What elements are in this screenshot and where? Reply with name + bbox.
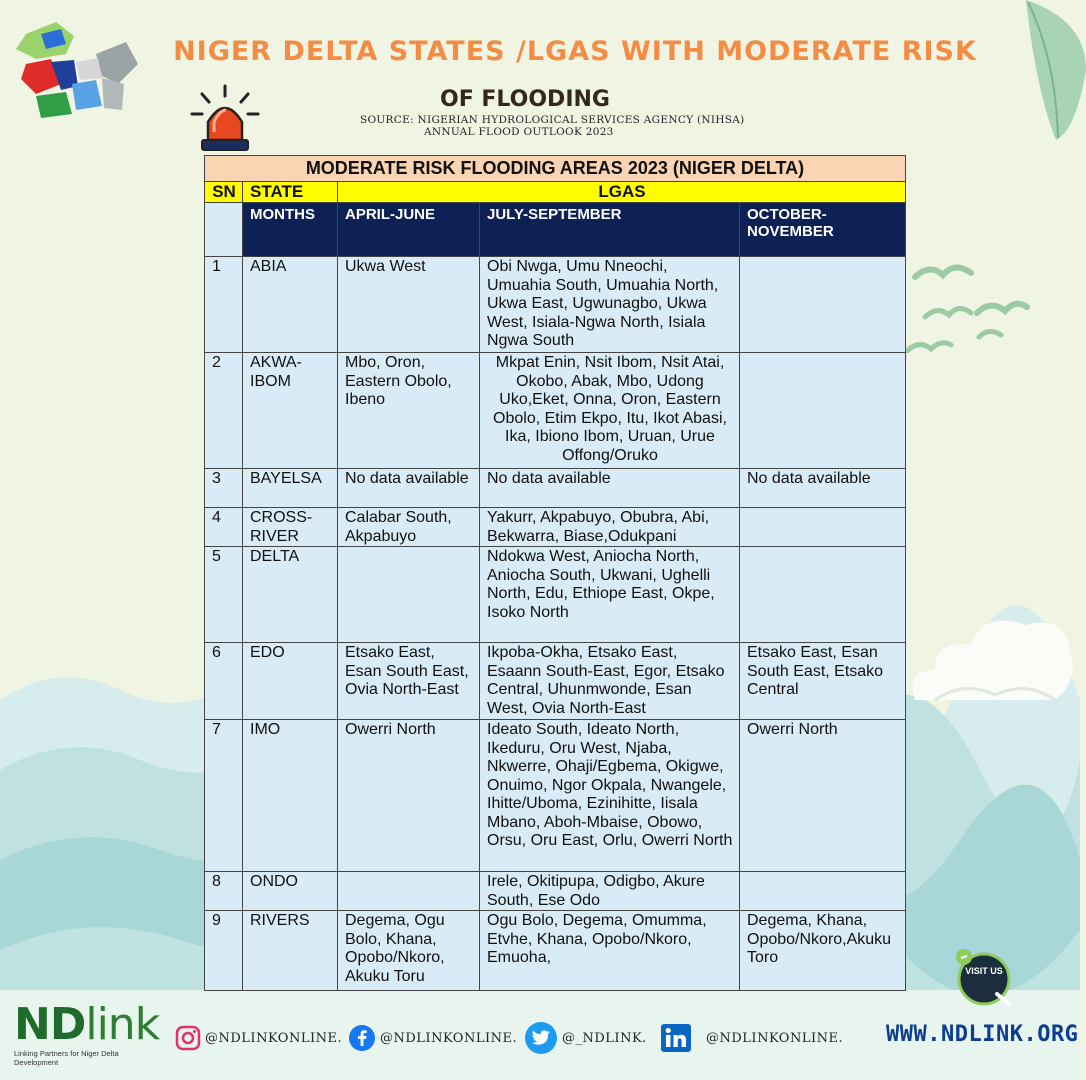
- row-state: ABIA: [250, 258, 287, 275]
- row-april-june: Calabar South, Akpabuyo: [345, 509, 452, 545]
- row-sn: 3: [212, 470, 221, 487]
- ndlink-logo[interactable]: NDlink Linking Partners for Niger Delta Development: [14, 999, 160, 1067]
- row-october-november: No data available: [747, 470, 871, 487]
- source-line2: ANNUAL FLOOD OUTLOOK 2023: [424, 126, 614, 138]
- row-sn: 1: [212, 258, 221, 275]
- row-state: AKWA-IBOM: [250, 354, 302, 390]
- row-state: ONDO: [250, 873, 298, 890]
- twitter-icon: [524, 1021, 558, 1055]
- row-july-september: Mkpat Enin, Nsit Ibom, Nsit Atai, Okobo, Abak, Mbo, Udong Uko,Eket, Onna, Oron, Eastern Obolo, Etim Ekpo, Itu, Ikot Abasi, Ika, Ibiono Ibom, Uruan, Urue Offong/Oruko: [493, 354, 727, 464]
- twitter-handle: @_NDLINK.: [562, 1030, 647, 1046]
- row-april-june: Owerri North: [345, 721, 436, 738]
- row-july-september: Ndokwa West, Aniocha North, Aniocha South, Ukwani, Ughelli North, Edu, Ethiope East, Okpe, Isoko North: [487, 548, 715, 621]
- row-sn: 2: [212, 354, 221, 371]
- linkedin-link[interactable]: [660, 1022, 843, 1054]
- table-row: [205, 353, 906, 469]
- row-sn: 8: [212, 873, 221, 890]
- leaf-decoration-icon: [996, 0, 1086, 140]
- row-sn: 6: [212, 644, 221, 661]
- row-july-september: No data available: [487, 470, 611, 487]
- visit-us-badge[interactable]: [955, 948, 1013, 1006]
- row-state: EDO: [250, 644, 285, 661]
- row-october-november: [740, 547, 905, 548]
- facebook-link[interactable]: [348, 1022, 517, 1054]
- row-state: CROSS-RIVER: [250, 509, 313, 545]
- siren-alarm-icon: [190, 84, 260, 156]
- row-july-september: Yakurr, Akpabuyo, Obubra, Abi, Bekwarra, Biase,Odukpani: [487, 509, 710, 545]
- row-state: DELTA: [250, 548, 300, 565]
- table-row: [205, 872, 906, 911]
- table-row: [205, 257, 906, 353]
- table-row: [205, 508, 906, 547]
- row-october-november: Etsako East, Esan South East, Etsako Central: [747, 644, 884, 698]
- row-october-november: [740, 257, 905, 258]
- header-sn: SN: [205, 182, 243, 203]
- flood-risk-table: [204, 155, 905, 985]
- row-april-june: No data available: [345, 470, 469, 487]
- row-july-september: Ikpoba-Okha, Etsako East, Esaann South-East, Egor, Etsako Central, Uhunmwonde, Esan West, Ovia North-East: [487, 644, 725, 717]
- row-october-november: Owerri North: [747, 721, 838, 738]
- website-link[interactable]: WWW.NDLINK.ORG: [886, 1022, 1079, 1047]
- page-title-line1: NIGER DELTA STATES /LGAS WITH MODERATE RISK: [173, 36, 977, 67]
- niger-delta-map-icon: [6, 14, 142, 126]
- header-lgas: LGAS: [338, 182, 906, 203]
- table-row: [205, 469, 906, 508]
- row-april-june: Mbo, Oron, Eastern Obolo, Ibeno: [345, 354, 452, 408]
- header-april-june: APRIL-JUNE: [338, 203, 480, 257]
- instagram-handle: @NDLINKONLINE.: [205, 1030, 343, 1046]
- row-sn: 4: [212, 509, 221, 526]
- table-row: [205, 547, 906, 643]
- row-april-june: Degema, Ogu Bolo, Khana, Opobo/Nkoro, Akuku Toru: [345, 912, 445, 985]
- row-april-june: [338, 547, 479, 548]
- instagram-link[interactable]: [175, 1022, 342, 1054]
- logo-tagline: Linking Partners for Niger Delta Development: [14, 1049, 119, 1067]
- row-april-june: [338, 872, 479, 873]
- birds-decoration-icon: [905, 255, 1035, 365]
- linkedin-handle: @NDLINKONLINE.: [706, 1030, 844, 1046]
- page-title-line2: OF FLOODING: [440, 87, 610, 112]
- facebook-handle: @NDLINKONLINE.: [380, 1030, 518, 1046]
- row-sn: 9: [212, 912, 221, 929]
- row-state: RIVERS: [250, 912, 310, 929]
- row-state: BAYELSA: [250, 470, 322, 487]
- table-row: [205, 911, 906, 991]
- instagram-icon: [175, 1025, 201, 1051]
- twitter-link[interactable]: [524, 1022, 647, 1054]
- header-state: STATE: [243, 182, 338, 203]
- row-july-september: Irele, Okitipupa, Odigbo, Akure South, Ese Odo: [487, 873, 705, 909]
- facebook-icon: [348, 1024, 376, 1052]
- visit-us-label[interactable]: VISIT US: [965, 966, 1003, 976]
- source-line1: SOURCE: NIGERIAN HYDROLOGICAL SERVICES AGENCY (NIHSA): [360, 114, 745, 126]
- table-row: [205, 643, 906, 720]
- row-sn: 7: [212, 721, 221, 738]
- row-april-june: Etsako East, Esan South East, Ovia North-East: [345, 644, 469, 698]
- row-july-september: Ideato South, Ideato North, Ikeduru, Oru West, Njaba, Nkwerre, Ohaji/Egbema, Okigwe, Onuimo, Ngor Okpala, Nwangele, Ihitte/Uboma, Ezinihitte, Iisala Mbano, Aboh-Mbaise, Obowo, Orsu, Oru East, Orlu, Owerri North: [487, 721, 733, 849]
- row-july-september: Obi Nwga, Umu Nneochi, Umuahia South, Umuahia North, Ukwa East, Ugwunagbo, Ukwa West, Isiala-Ngwa North, Isiala Ngwa South: [487, 258, 719, 349]
- cloud-decoration-icon: [905, 600, 1080, 720]
- linkedin-icon: [660, 1023, 692, 1053]
- header-july-september: JULY-SEPTEMBER: [480, 203, 740, 257]
- row-october-november: [740, 872, 905, 873]
- row-october-november: Degema, Khana, Opobo/Nkoro,Akuku Toro: [747, 912, 892, 966]
- row-october-november: [740, 353, 905, 354]
- table-caption: MODERATE RISK FLOODING AREAS 2023 (NIGER DELTA): [205, 156, 906, 182]
- table-row: [205, 720, 906, 872]
- row-july-september: Ogu Bolo, Degema, Omumma, Etvhe, Khana, Opobo/Nkoro, Emuoha,: [487, 912, 707, 966]
- row-april-june: Ukwa West: [345, 258, 426, 275]
- header-months: MONTHS: [243, 203, 338, 257]
- header-blank: [205, 203, 243, 257]
- row-october-november: [740, 508, 905, 509]
- row-sn: 5: [212, 548, 221, 565]
- row-state: IMO: [250, 721, 281, 738]
- header-october-november: OCTOBER-NOVEMBER: [740, 203, 906, 257]
